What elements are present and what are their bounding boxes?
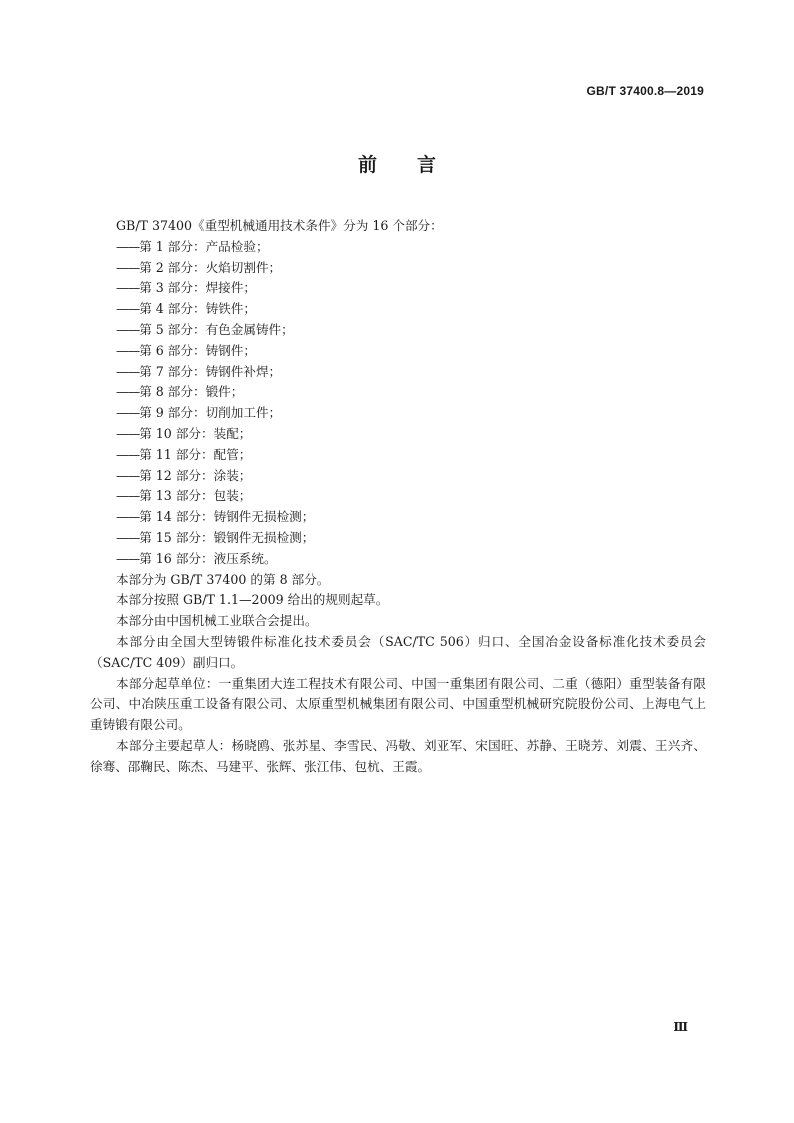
list-item: ——第 12 部分：涂装； [116, 467, 252, 483]
list-item: ——第 13 部分：包装； [116, 488, 252, 504]
page-title: 前言 [357, 154, 476, 176]
paragraph-administration: 本部分由全国大型铸锻件标准化技术委员会（SAC/TC 506）归口、全国冶金设备标准化技术委员会（SAC/TC 409）副归口。 [90, 633, 706, 670]
list-item: ——第 3 部分：焊接件； [116, 280, 256, 296]
list-item: ——第 7 部分：铸钢件补焊； [116, 363, 282, 379]
dash-mark: —— [116, 238, 140, 254]
list-item: ——第 9 部分：切削加工件； [116, 405, 282, 421]
foreword-body [90, 216, 706, 778]
list-item: ——第 4 部分：铸铁件； [116, 301, 256, 317]
list-item: ——第 2 部分：火焰切割件； [116, 259, 282, 275]
dash-mark: —— [116, 529, 140, 545]
list-item: ——第 11 部分：配管； [116, 446, 252, 462]
dash-mark: —— [116, 509, 140, 525]
paragraph-drafters: 本部分主要起草人：杨晓鸥、张苏星、李雪民、冯敬、刘亚军、宋国旺、苏静、王晓芳、刘震、王兴齐、徐骞、邵鞠民、陈杰、马建平、张辉、张江伟、包杭、王霞。 [90, 737, 706, 774]
paragraph-part-number: 本部分为 GB/T 37400 的第 8 部分。 [116, 571, 330, 587]
dash-mark: —— [116, 488, 140, 504]
page-number: Ⅲ [673, 1020, 688, 1034]
intro-line: GB/T 37400《重型机械通用技术条件》分为 16 个部分： [116, 218, 443, 233]
paragraph-drafting-rules: 本部分按照 GB/T 1.1—2009 给出的规则起草。 [116, 592, 389, 608]
dash-mark: —— [116, 425, 140, 441]
dash-mark: —— [116, 259, 140, 275]
list-item: ——第 15 部分：锻钢件无损检测； [116, 529, 315, 545]
paragraph-drafting-units: 本部分起草单位：一重集团大连工程技术有限公司、中国一重集团有限公司、二重（德阳）重型装备有限公司、中冶陕压重工设备有限公司、太原重型机械集团有限公司、中国重型机械研究院股份公司、上海电气上重铸锻有限公司。 [90, 675, 706, 733]
list-item: ——第 16 部分：液压系统。 [116, 550, 277, 566]
dash-mark: —— [116, 363, 140, 379]
paragraph-proposer: 本部分由中国机械工业联合会提出。 [116, 613, 318, 629]
list-item: ——第 1 部分：产品检验； [116, 238, 269, 254]
list-item: ——第 6 部分：铸钢件； [116, 342, 256, 358]
list-item: ——第 5 部分：有色金属铸件； [116, 321, 294, 337]
dash-mark: —— [116, 301, 140, 317]
dash-mark: —— [116, 405, 140, 421]
list-item: ——第 10 部分：装配； [116, 425, 252, 441]
dash-mark: —— [116, 446, 140, 462]
standard-number: GB/T 37400.8—2019 [586, 84, 704, 98]
dash-mark: —— [116, 550, 140, 566]
dash-mark: —— [116, 280, 140, 296]
dash-mark: —— [116, 384, 140, 400]
parts-list [90, 237, 706, 570]
list-item: ——第 14 部分：铸钢件无损检测； [116, 509, 315, 525]
dash-mark: —— [116, 467, 140, 483]
dash-mark: —— [116, 342, 140, 358]
dash-mark: —— [116, 321, 140, 337]
list-item: ——第 8 部分：锻件； [116, 384, 244, 400]
